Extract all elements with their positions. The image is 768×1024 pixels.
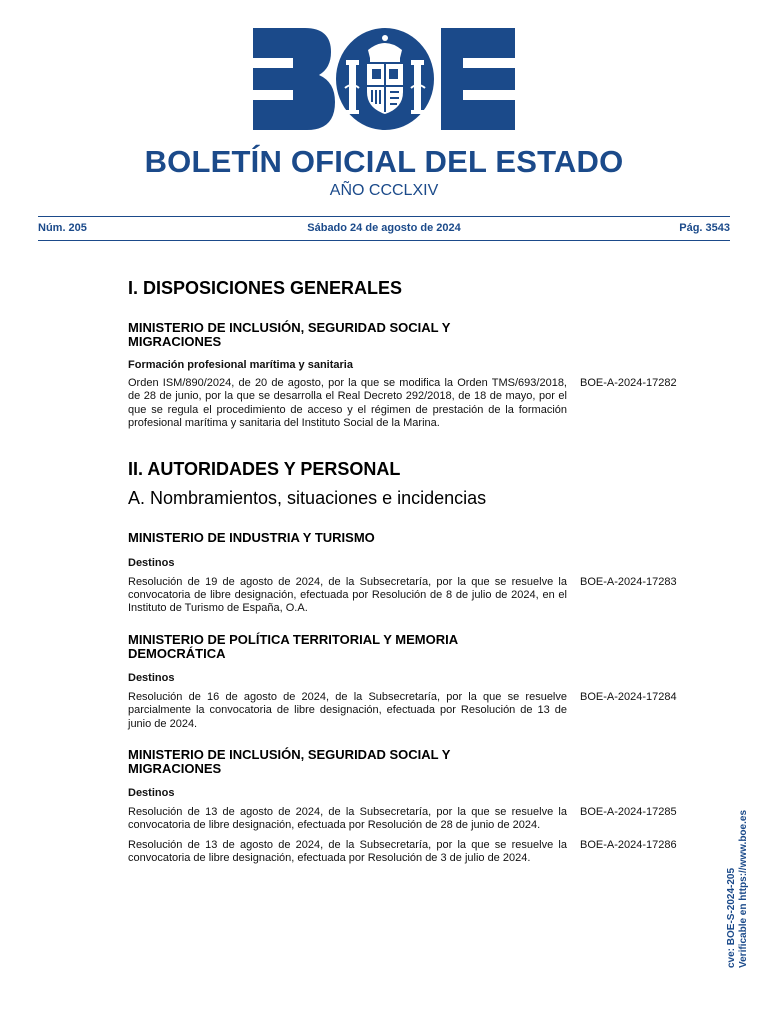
page-number: Pág. 3543 xyxy=(679,222,730,234)
list-item xyxy=(128,839,690,866)
entry-id-link[interactable]: BOE-A-2024-17284 xyxy=(580,690,677,703)
logo-letter-e xyxy=(441,28,515,130)
section-title: I. DISPOSICIONES GENERALES xyxy=(128,278,403,298)
entry-text[interactable]: Resolución de 19 de agosto de 2024, de la Subsecretaría, por la que se resuelve la convocatoria de libre designación, efectuada por Resolución de 8 de julio de 2024, en el Instituto de Turismo de España, O.A. xyxy=(128,575,567,615)
entry-id-link[interactable]: BOE-A-2024-17286 xyxy=(580,838,677,851)
list-item xyxy=(128,691,690,731)
ministry-heading: MINISTERIO DE INCLUSIÓN, SEGURIDAD SOCIAL Y MIGRACIONES xyxy=(128,747,451,777)
issue-number: Núm. 205 xyxy=(38,222,87,234)
verification-note xyxy=(726,810,750,968)
verify-link[interactable]: Verificable en https://www.boe.es xyxy=(738,809,749,968)
entry-text[interactable]: Resolución de 13 de agosto de 2024, de la Subsecretaría, por la que se resuelve la convocatoria de libre designación, efectuada por Resolución de 3 de julio de 2024. xyxy=(128,838,567,865)
coat-of-arms-icon xyxy=(336,28,434,130)
topic-heading: Destinos xyxy=(128,556,175,569)
section-title: II. AUTORIDADES Y PERSONAL xyxy=(128,458,401,479)
entry-text[interactable]: Resolución de 13 de agosto de 2024, de la Subsecretaría, por la que se resuelve la convocatoria de libre designación, efectuada por Resolución de 28 de junio de 2024. xyxy=(128,806,567,832)
ministry-heading: MINISTERIO DE INCLUSIÓN, SEGURIDAD SOCIAL Y MIGRACIONES xyxy=(128,320,451,349)
boe-logo xyxy=(253,28,515,130)
subsection-title: A. Nombramientos, situaciones e incidencias xyxy=(128,487,487,508)
ministry-heading: MINISTERIO DE INDUSTRIA Y TURISMO xyxy=(128,529,375,545)
list-item xyxy=(128,806,690,833)
ministry-heading: MINISTERIO DE POLÍTICA TERRITORIAL Y MEMORIA DEMOCRÁTICA xyxy=(128,631,458,661)
topic-heading: Formación profesional marítima y sanitaria xyxy=(128,359,353,371)
logo-letter-b xyxy=(253,28,335,130)
header-rule-top xyxy=(38,216,730,217)
issue-date: Sábado 24 de agosto de 2024 xyxy=(307,222,461,234)
entry-id-link[interactable]: BOE-A-2024-17283 xyxy=(580,575,677,588)
topic-heading: Destinos xyxy=(128,671,175,684)
year-label: AÑO CCCLXIV xyxy=(329,182,439,199)
list-item xyxy=(128,377,690,431)
list-item xyxy=(128,576,690,616)
cve-code: cve: BOE-S-2024-205 xyxy=(726,867,737,968)
entry-id-link[interactable]: BOE-A-2024-17282 xyxy=(580,377,677,389)
entry-text[interactable]: Orden ISM/890/2024, de 20 de agosto, por la que se modifica la Orden TMS/693/2018, de 28 de junio, por la que se desarrolla el Real Decreto 292/2018, de 18 de mayo, por el que se regula el procedimiento de acceso y el régimen de prestación de la formación profesional marítima y sanitaria del Instituto Social de la Marina. xyxy=(128,377,567,430)
header-rule-bottom xyxy=(38,240,730,241)
summary-content xyxy=(128,278,690,866)
topic-heading: Destinos xyxy=(128,787,175,800)
entry-text[interactable]: Resolución de 16 de agosto de 2024, de la Subsecretaría, por la que se resuelve parcialmente la convocatoria de libre designación, efectuada por Resolución de 13 de junio de 2024. xyxy=(128,690,567,730)
page-title: BOLETÍN OFICIAL DEL ESTADO xyxy=(144,144,624,179)
entry-id-link[interactable]: BOE-A-2024-17285 xyxy=(580,806,677,819)
